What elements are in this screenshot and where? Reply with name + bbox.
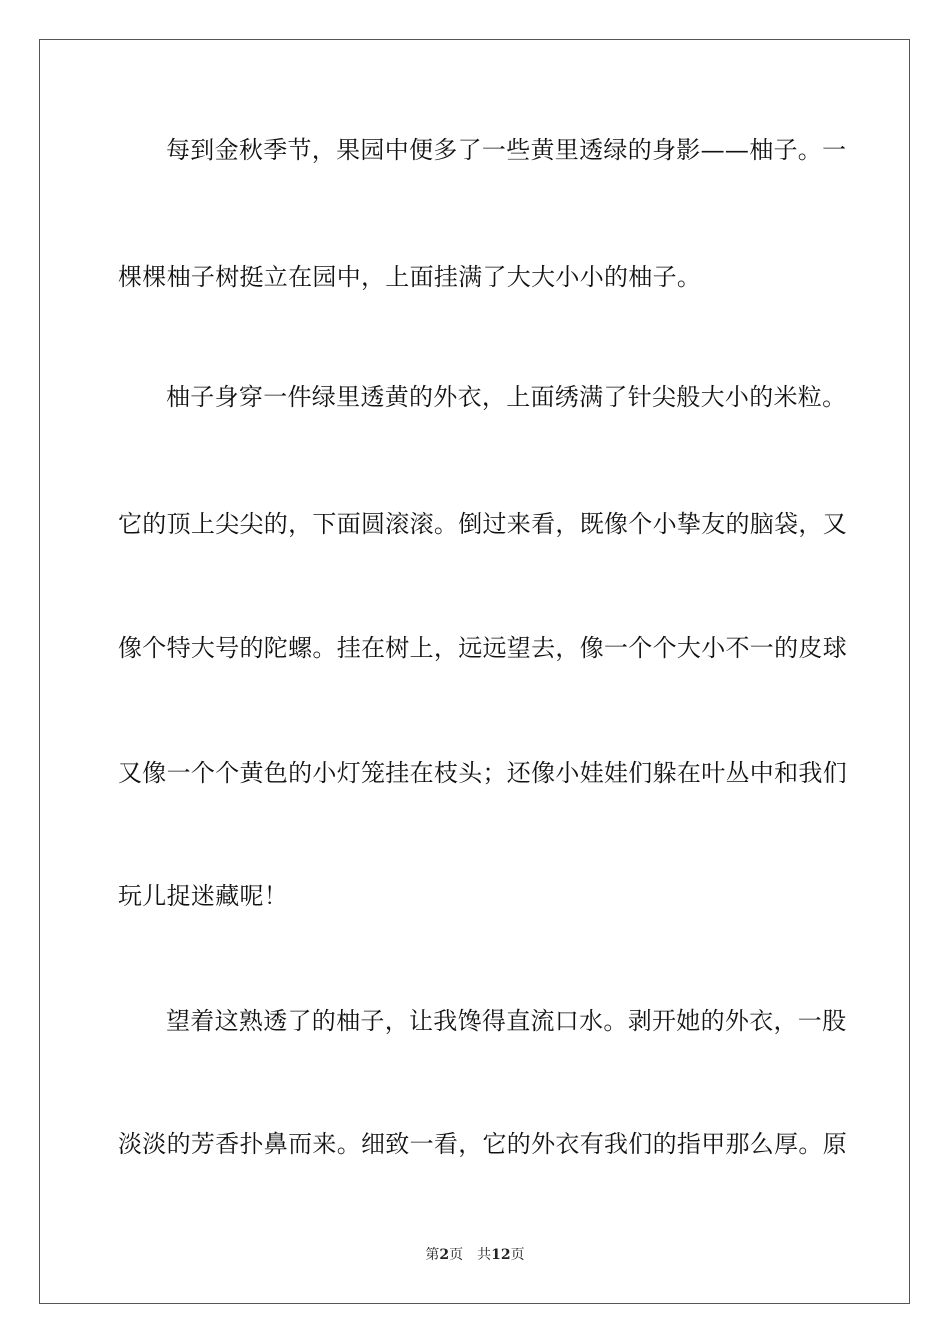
footer-total-suffix: 页 <box>510 1247 525 1263</box>
paragraph-2-line-4: 又像一个个黄色的小灯笼挂在枝头；还像小娃娃们躲在叶丛中和我们 <box>118 759 847 787</box>
footer-page-suffix: 页 <box>449 1247 464 1263</box>
footer-total-prefix: 共 <box>477 1247 492 1263</box>
paragraph-2-line-5: 玩儿捉迷藏呢！ <box>118 882 289 910</box>
paragraph-2-line-2: 它的顶上尖尖的，下面圆滚滚。倒过来看，既像个小挚友的脑袋，又 <box>118 510 847 538</box>
paragraph-1-line-2: 棵棵柚子树挺立在园中，上面挂满了大大小小的柚子。 <box>118 263 702 291</box>
page-border <box>39 39 910 1304</box>
paragraph-3-line-2: 淡淡的芳香扑鼻而来。细致一看，它的外衣有我们的指甲那么厚。原 <box>118 1130 847 1158</box>
footer-page-number: 2 <box>439 1247 450 1263</box>
paragraph-2-line-3: 像个特大号的陀螺。挂在树上，远远望去，像一个个大小不一的皮球 <box>118 634 847 662</box>
paragraph-3-line-1: 望着这熟透了的柚子，让我馋得直流口水。剥开她的外衣，一股 <box>166 1007 847 1035</box>
paragraph-1-line-1: 每到金秋季节，果园中便多了一些黄里透绿的身影——柚子。一 <box>166 136 847 164</box>
paragraph-2-line-1: 柚子身穿一件绿里透黄的外衣，上面绣满了针尖般大小的米粒。 <box>166 383 847 411</box>
footer-total-pages: 12 <box>491 1247 511 1263</box>
page-footer <box>0 1246 950 1264</box>
footer-page-prefix: 第 <box>425 1247 440 1263</box>
